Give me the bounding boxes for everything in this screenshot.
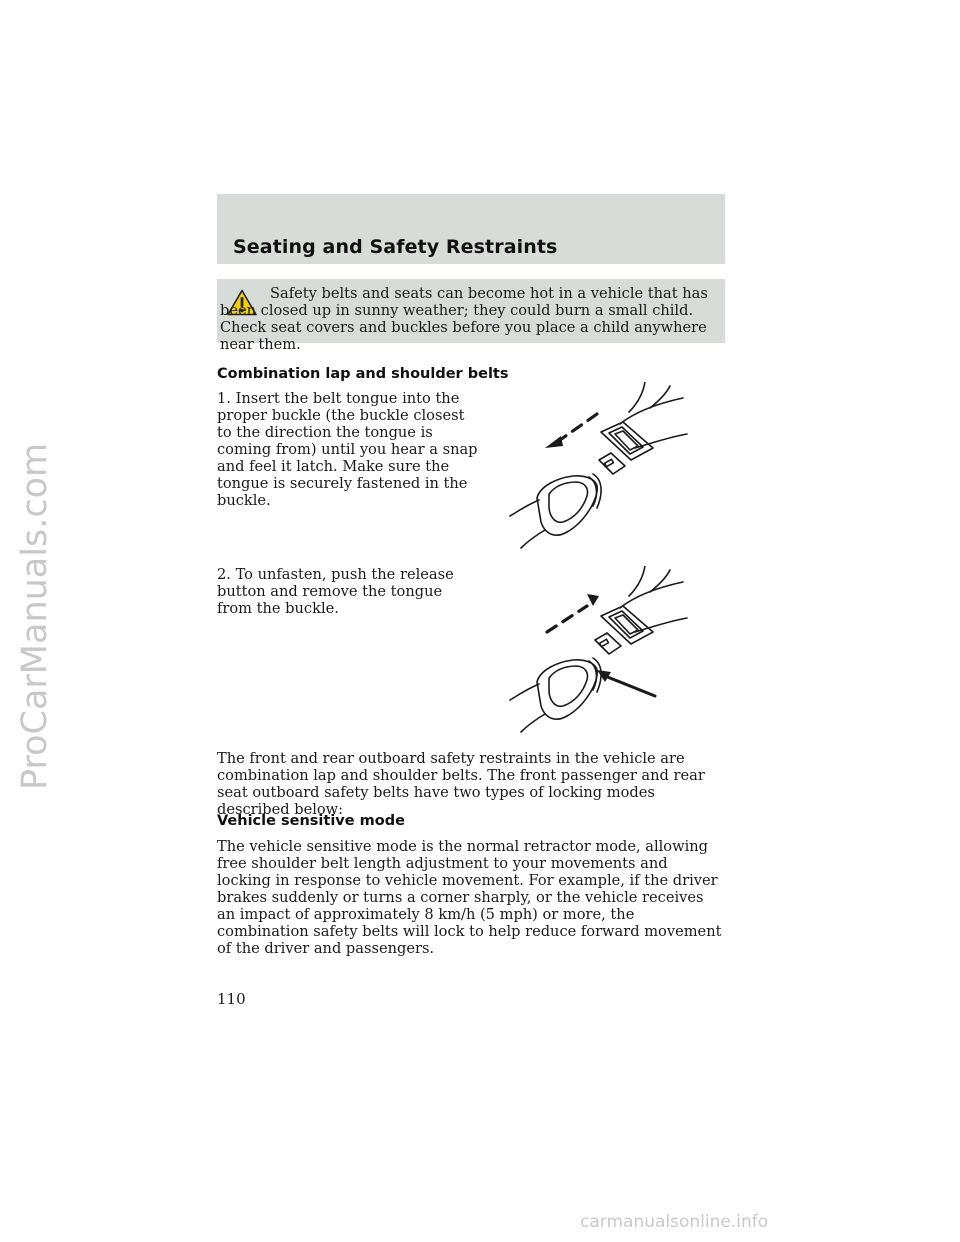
section-title: Seating and Safety Restraints xyxy=(233,236,558,258)
heading-combination-belts: Combination lap and shoulder belts xyxy=(217,366,509,382)
footer-site: carmanualsonline.info xyxy=(580,1212,769,1232)
step-1-text: 1. Insert the belt tongue into the proper buckle (the buckle closest to the direction the tongue is coming from) until you hear a snap and feel it latch. Make sure the tongue is securely fastened in the buckle. xyxy=(217,390,478,509)
step-2-text: 2. To unfasten, push the release button and remove the tongue from the buckle. xyxy=(217,566,454,617)
warning-box xyxy=(217,279,725,353)
watermark-text: ProCarManuals.com xyxy=(15,442,55,790)
belt-fasten-illustration xyxy=(505,382,690,550)
heading-vehicle-sensitive-mode: Vehicle sensitive mode xyxy=(217,813,405,829)
warning-text: Safety belts and seats can become hot in a vehicle that has been closed up in sunny weather; they could burn a small child. Check seat covers and buckles before you place a child anywhere near them. xyxy=(220,285,708,353)
belt-unfasten-illustration xyxy=(505,566,690,734)
watermark xyxy=(2,380,56,800)
vehicle-sensitive-text: The vehicle sensitive mode is the normal retractor mode, allowing free shoulder belt length adjustment to your movements and locking in response to vehicle movement. For example, if the driver brakes suddenly or turns a corner sharply, or the vehicle receives an impact of approximately 8 km/h (5 mph) or more, the combination safety belts will lock to help reduce forward movement of the driver and passengers. xyxy=(217,838,722,957)
section-header xyxy=(217,194,725,264)
outboard-belts-text: The front and rear outboard safety restraints in the vehicle are combination lap and shoulder belts. The front passenger and rear seat outboard safety belts have two types of locking modes described below: xyxy=(217,750,705,818)
page-number: 110 xyxy=(217,990,246,1008)
